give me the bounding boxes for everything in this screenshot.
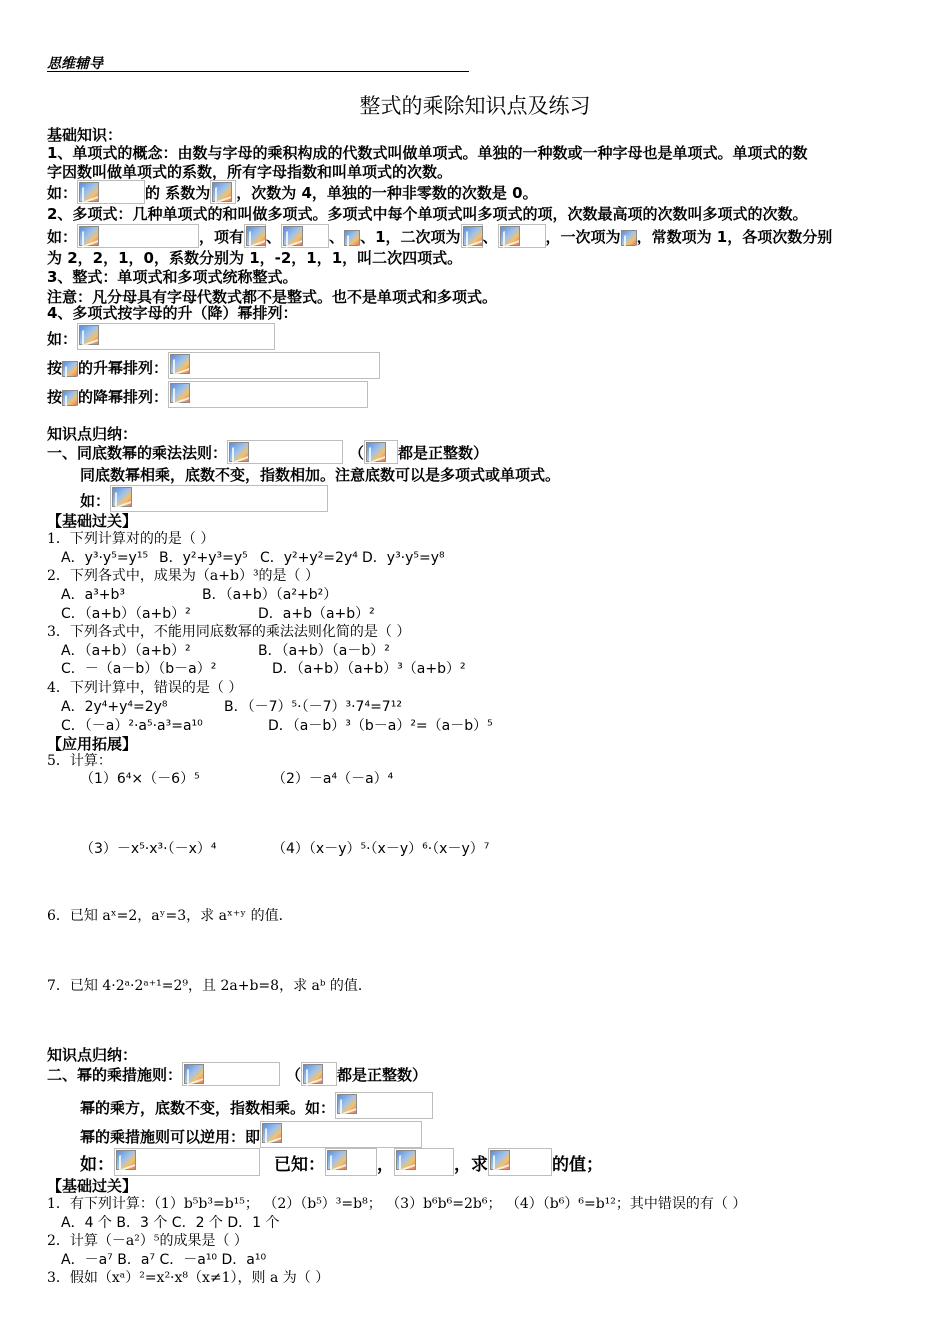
formula-image-icon	[212, 182, 232, 202]
descending-order	[47, 381, 368, 408]
basic1-q1: 1．下列计算对的的是（ ）	[47, 531, 215, 547]
basic1-q4-opt-b: B．（－7）⁵·（－7）³·7⁴=7¹²	[224, 699, 402, 715]
formula-image-icon	[79, 182, 99, 202]
formula-image-icon	[79, 325, 99, 345]
formula-image-icon	[246, 226, 266, 246]
rule-label: 二、幂的乘措施则：	[47, 1066, 183, 1084]
formula-box	[77, 323, 275, 350]
quadratic-label: 1，二次项为	[375, 228, 461, 246]
example-end: ，次数为 4，单独的一种非零数的次数是 0。	[236, 184, 538, 202]
apply-heading: 【应用拓展】	[47, 735, 138, 753]
section1-example	[80, 485, 328, 512]
basic1-q3: 3．下列各式中，不能用同底数幂的乘法法则化简的是（ ）	[47, 624, 411, 640]
example-prefix: 如：	[47, 330, 78, 348]
formula-image-icon	[170, 383, 190, 403]
basic1-q4-opt-d: D．（a－b）³（b－a）²=（a－b）⁵	[268, 718, 493, 734]
monomial-def-line1: 1、单项式的概念：由数与字母的乘积构成的代数式叫做单项式。单独的一种数或一种字母也是单项式。单项式的数	[47, 144, 808, 162]
formula-image-icon	[327, 1150, 347, 1170]
monomial-example	[47, 180, 538, 204]
polynomial-def: 2、多项式：几种单项式的和叫做多项式。多项式中每个单项式叫多项式的项，次数最高项的次数叫多项式的次数。	[47, 205, 808, 223]
example-prefix: 如：	[47, 228, 78, 246]
basic1-q2-opt-a: A．a³+b³	[61, 587, 125, 603]
formula-image-icon	[344, 230, 360, 246]
formula-box	[394, 1148, 454, 1176]
basic1-q3-opt-c: C．－（a－b）（b－a）²	[61, 661, 217, 677]
formula-box	[281, 224, 329, 248]
basic1-q3-opt-b: B．（a+b）（a－b）²	[258, 643, 390, 659]
basic1-q2-opt-d: D．a+b（a+b）²	[258, 606, 375, 622]
formula-box	[168, 352, 380, 379]
formula-image-icon	[337, 1094, 357, 1114]
constant-label: ，常数项为 1，各项次数分别	[636, 228, 833, 246]
basic2-heading: 【基础过关】	[47, 1177, 138, 1195]
separator: 、	[266, 228, 282, 246]
linear-label: ，一次项为	[545, 228, 621, 246]
formula-image-icon	[229, 442, 249, 462]
section2-example	[80, 1148, 603, 1176]
section1-heading: 知识点归纳：	[47, 425, 138, 443]
formula-image-icon	[62, 361, 78, 377]
formula-image-icon	[303, 1064, 323, 1084]
formula-box	[335, 1092, 433, 1119]
formula-box	[110, 485, 328, 512]
formula-box	[244, 224, 266, 248]
basic1-q3-opt-d: D．（a+b）（a+b）³（a+b）²	[272, 661, 466, 677]
basic1-q4: 4．下列计算中，错误的是（ ）	[47, 680, 243, 696]
formula-image-icon	[621, 230, 637, 246]
separator: 、	[329, 228, 345, 246]
reverse-label: 幂的乘措施则可以逆用：即	[80, 1128, 261, 1146]
page-title: 整式的乘除知识点及练习	[359, 94, 591, 118]
formula-box	[114, 1148, 260, 1176]
basic1-q1-opt-d: D．y³·y⁵=y⁸	[362, 550, 445, 566]
basic1-q2-opt-c: C．（a+b）（a+b）²	[61, 606, 191, 622]
rule-label: 一、同底数幂的乘法法则：	[47, 444, 228, 462]
ascending-label: 的升幂排列：	[78, 359, 169, 377]
basics-heading: 基础知识：	[47, 126, 123, 144]
header-label: 思维辅导	[47, 56, 103, 72]
polynomial-example	[47, 224, 832, 248]
basic1-q1-opt-a: A．y³·y⁵=y¹⁵	[61, 550, 149, 566]
separator: 、	[482, 228, 498, 246]
basic1-q2-opt-b: B．（a+b）（a²+b²）	[202, 587, 338, 603]
apply-q6: 6．已知 aˣ=2，aʸ=3，求 aˣ⁺ʸ 的值．	[47, 908, 293, 924]
formula-image-icon	[79, 226, 99, 246]
section2-desc	[80, 1092, 433, 1119]
desc-label: 幂的乘方，底数不变，指数相乘。如：	[80, 1099, 336, 1117]
descending-label: 的降幂排列：	[78, 388, 169, 406]
polynomial-example-line2: 为 2，2，1，0，系数分别为 1，-2，1，1，叫二次四项式。	[47, 249, 463, 267]
formula-box	[488, 1148, 552, 1176]
formula-box	[77, 180, 145, 204]
formula-image-icon	[262, 1123, 282, 1143]
basic1-heading: 【基础过关】	[47, 512, 138, 530]
basic2-q1-opts: A．4 个 B．3 个 C．2 个 D．1 个	[61, 1215, 280, 1231]
example-mid: 的 系数为	[145, 184, 211, 202]
rule-condition: 都是正整数）	[398, 444, 489, 462]
monomial-def-line2: 字因数叫做单项式的系数，所有字母指数和叫单项式的次数。	[47, 163, 453, 181]
section2-reverse	[80, 1121, 422, 1148]
note: 注意：凡分母具有字母代数式都不是整式。也不是单项式和多项式。	[47, 288, 498, 306]
basic1-q1-opt-b: B．y²+y³=y⁵	[159, 550, 248, 566]
by-label: 按	[47, 388, 63, 406]
apply-q7: 7．已知 4·2ᵃ·2ᵃ⁺¹=2⁹，且 2a+b=8，求 aᵇ 的值．	[47, 978, 372, 994]
terms-label: ，项有	[199, 228, 245, 246]
basic1-q3-opt-a: A．（a+b）（a+b）²	[61, 643, 191, 659]
formula-box	[364, 440, 398, 464]
formula-box	[301, 1062, 337, 1086]
apply-q5-item1: （1）6⁴×（－6）⁵	[80, 771, 200, 787]
basic1-q4-opt-a: A．2y⁴+y⁴=2y⁸	[61, 699, 168, 715]
apply-q5-item2: （2）－a⁴（－a）⁴	[272, 771, 394, 787]
separator: 、	[360, 228, 376, 246]
rule-condition: 都是正整数）	[337, 1066, 428, 1084]
basic2-q1: 1．有下列计算：（1）b⁵b³=b¹⁵； （2）（b⁵）³=b⁸； （3）b⁶b⁶=2b⁶； （4）（b⁶）⁶=b¹²；其中错误的有（ ）	[47, 1196, 747, 1212]
section1-rule	[47, 440, 488, 464]
apply-q5-item4: （4）（x－y）⁵·（x－y）⁶·（x－y）⁷	[272, 841, 490, 857]
formula-image-icon	[170, 354, 190, 374]
section2-rule	[47, 1062, 427, 1086]
paren: （	[349, 444, 365, 462]
formula-box	[325, 1148, 377, 1176]
integral-expression-def: 3、整式：单项式和多项式统称整式。	[47, 268, 298, 286]
separator: ，	[377, 1155, 394, 1175]
formula-image-icon	[490, 1150, 510, 1170]
example-prefix: 如：	[47, 184, 78, 202]
formula-box	[77, 224, 199, 248]
value-label: 的值；	[552, 1155, 603, 1175]
formula-box	[227, 440, 343, 464]
formula-image-icon	[463, 226, 483, 246]
basic2-q3: 3．假如（xᵃ）²=x²·x⁸（x≠1），则 a 为（ ）	[47, 1270, 330, 1286]
ascending-order	[47, 352, 380, 379]
paren: （	[286, 1066, 302, 1084]
apply-q5: 5．计算：	[47, 753, 112, 769]
basic1-q1-opt-c: C．y²+y²=2y⁴	[260, 550, 358, 566]
arrangement-example	[47, 323, 275, 350]
basic2-q2-opts: A．－a⁷ B．a⁷ C．－a¹⁰ D．a¹⁰	[61, 1252, 267, 1268]
known-label: 已知：	[274, 1155, 325, 1175]
formula-box	[260, 1121, 422, 1148]
header-rule	[47, 71, 469, 72]
formula-image-icon	[184, 1064, 204, 1084]
example-prefix: 如：	[80, 492, 111, 510]
section1-desc: 同底数幂相乘，底数不变，指数相加。注意底数可以是多项式或单项式。	[80, 466, 561, 484]
formula-image-icon	[396, 1150, 416, 1170]
formula-box	[498, 224, 546, 248]
example-prefix: 如：	[80, 1155, 114, 1175]
basic2-q2: 2．计算（－a²）⁵的成果是（ ）	[47, 1233, 248, 1249]
formula-image-icon	[366, 442, 386, 462]
formula-image-icon	[283, 226, 303, 246]
arrangement-heading: 4、多项式按字母的升（降）幂排列：	[47, 304, 298, 322]
formula-image-icon	[112, 487, 132, 507]
formula-box	[182, 1062, 280, 1086]
formula-image-icon	[62, 390, 78, 406]
basic1-q4-opt-c: C．（－a）²·a⁵·a³=a¹⁰	[61, 718, 203, 734]
formula-image-icon	[500, 226, 520, 246]
basic1-q2: 2．下列各式中，成果为（a+b）³的是（ ）	[47, 568, 320, 584]
formula-box	[168, 381, 368, 408]
section2-heading: 知识点归纳：	[47, 1046, 138, 1064]
formula-box	[461, 224, 483, 248]
formula-box	[210, 180, 236, 204]
formula-image-icon	[116, 1150, 136, 1170]
find-label: ，求	[454, 1155, 488, 1175]
by-label: 按	[47, 359, 63, 377]
apply-q5-item3: （3）－x⁵·x³·（－x）⁴	[80, 841, 217, 857]
